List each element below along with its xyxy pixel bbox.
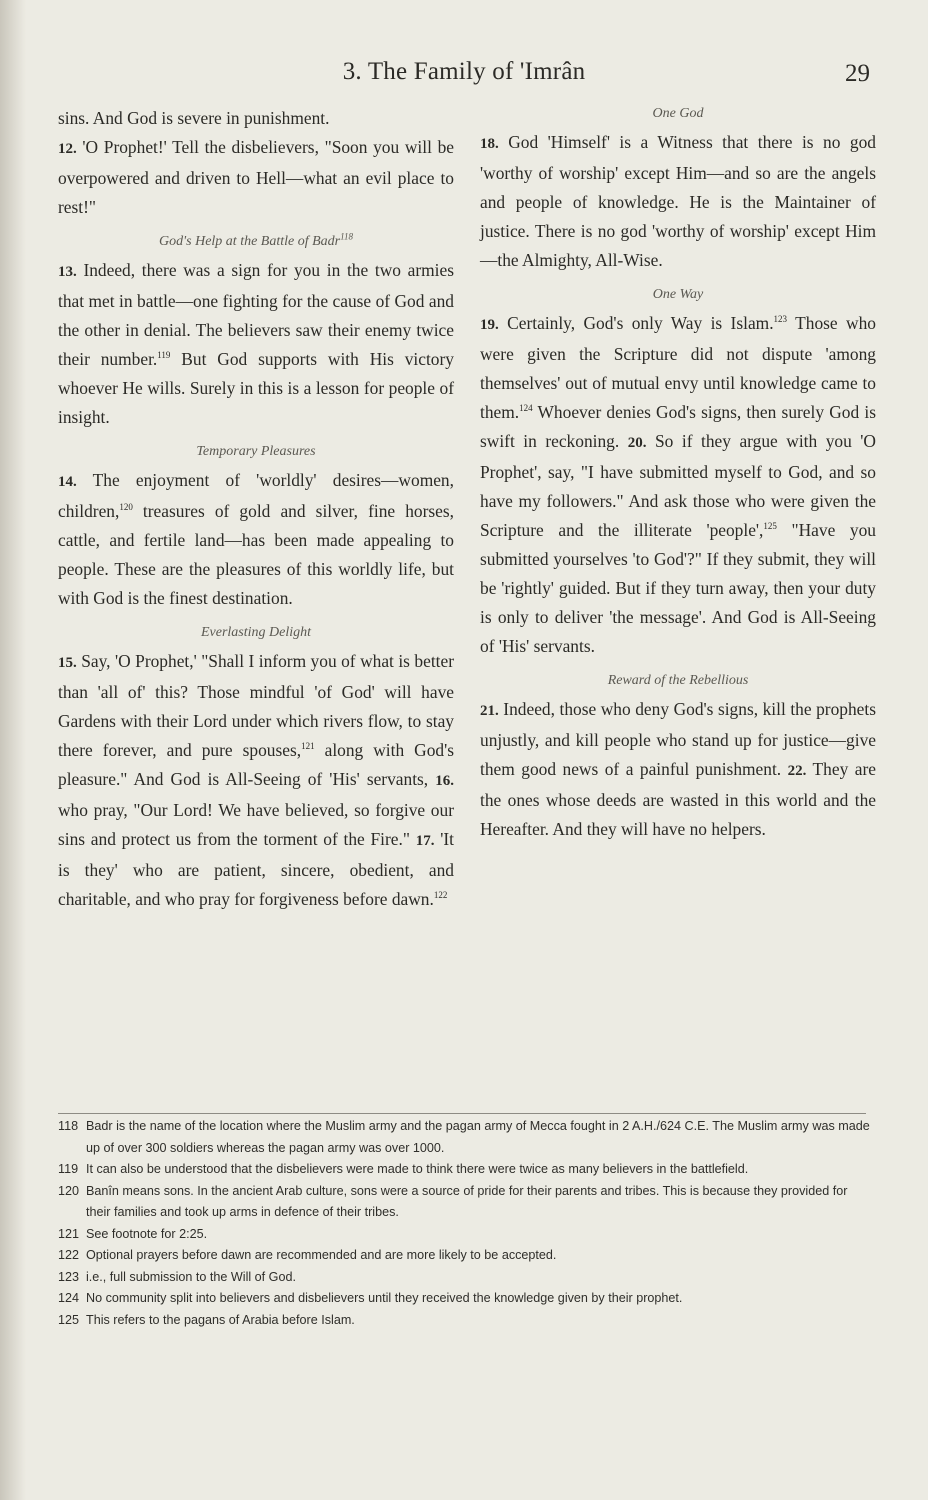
footnote-ref: 119 <box>157 350 171 361</box>
footnote: 125 This refers to the pagans of Arabia before Islam. <box>58 1312 355 1327</box>
left-column <box>58 104 454 914</box>
footnote: 118 Badr is the name of the location where the Muslim army and the pagan army of Mecca fought in 2 A.H./624 C.E. The Muslim army was made up of over 300 soldiers whereas the pagan army was over 1000. <box>58 1119 870 1155</box>
paragraph-continuation: sins. And God is severe in punishment. 12. 'O Prophet!' Tell the disbelievers, "Soon you will be overpowered and driven to Hell—what an evil place to rest!" <box>58 108 454 217</box>
section-heading: Everlasting Delight <box>200 625 312 640</box>
footnote: 121 See footnote for 2:25. <box>58 1226 208 1241</box>
footnote: 123 i.e., full submission to the Will of God. <box>58 1269 296 1284</box>
right-column <box>480 104 876 844</box>
verse-number: 21. <box>480 703 499 719</box>
verse-paragraph: 14. The enjoyment of 'worldly' desires—women, children,$^{120}$ treasures of gold and silver, fine horses, cattle, and fertile land—has been made appealing to people. These are the pleasures of this worldly life, but with God is the finest destination. <box>58 470 454 608</box>
footnote-divider <box>58 1113 866 1114</box>
verse-paragraph: 13. Indeed, there was a sign for you in the two armies that met in battle—one fighting for the cause of God and the other in denial. The believers saw their enemy twice their number.$^{119}$ But God supports with His victory whoever He wills. Surely in this is a lesson for people of insight. <box>58 260 454 427</box>
footnote-ref: 118 <box>340 231 353 242</box>
verse-number: 12. <box>58 141 77 157</box>
footnote-ref: 125 <box>763 521 777 532</box>
section-heading: One Way <box>652 287 704 302</box>
footnote-ref: 120 <box>119 502 133 513</box>
verse-number: 22. <box>787 763 807 779</box>
footnote: 119 It can also be understood that the disbelievers were made to think there were twice as many believers in the battlefield. <box>58 1162 749 1176</box>
verse-paragraph: 15. Say, 'O Prophet,' "Shall I inform you of what is better than 'all of' this? Those mindful 'of God' will have Gardens with their Lord under which rivers flow, to stay there forever, and pure spouses,$^{121}$ along with God's pleasure." And God is All-Seeing of 'His' servants, 16. who pray, "Our Lord! We have believed, so forgive our sins and protect us from the torment of the Fire." 17. 'It is they' who are patient, sincere, obedient, and charitable, and who pray for forgiveness before dawn.$^{122}$ <box>58 651 455 909</box>
footnote: 120 Banîn means sons. In the ancient Arab culture, sons were a source of pride for their parents and tribes. This is because they provided for their families and took up arms in defence of their tribes. <box>58 1183 848 1219</box>
section-heading: Reward of the Rebellious <box>607 673 749 688</box>
verse-paragraph: 18. God 'Himself' is a Witness that there is no god 'worthy of worship' except Him—and so are the angels and people of knowledge. He is the Maintainer of justice. There is no god 'worthy of worship' except Him—the Almighty, All-Wise. <box>480 132 876 270</box>
section-heading: Temporary Pleasures <box>196 444 316 459</box>
page-number: 29 <box>845 60 870 87</box>
chapter-title: 3. The Family of 'Imrân <box>342 58 586 85</box>
section-heading: One God <box>652 106 704 121</box>
verse-number: 18. <box>480 136 499 152</box>
page-gutter-shadow <box>0 0 26 1500</box>
verse-text: 'O Prophet!' Tell the disbelievers, "Soon you will be overpowered and driven to Hell—what an evil place to rest!" <box>58 137 454 217</box>
verse-number: 17. <box>415 833 435 849</box>
verse-paragraph: 19. Certainly, God's only Way is Islam.$^{123}$ Those who were given the Scripture did not dispute 'among themselves' out of mutual envy until knowledge came to them.$^{124}$ Whoever denies God's signs, then surely God is swift in reckoning. 20. So if they argue with you 'O Prophet', say, "I have submitted myself to God, and so have my followers." And ask those who were given the Scripture and the illiterate 'people',$^{125}$ "Have you submitted yourselves 'to God'?" If they submit, they will be 'rightly' guided. But if they turn away, then your duty is only to deliver 'the message'. And God is All-Seeing of 'His' servants. <box>480 313 876 656</box>
footnote-ref: 121 <box>301 741 315 752</box>
footnote-ref: 124 <box>519 403 533 414</box>
verse-number: 20. <box>627 435 647 451</box>
footnote: 124 No community split into believers and disbelievers until they received the knowledge given by their prophet. <box>58 1291 683 1305</box>
verse-number: 15. <box>58 655 77 671</box>
section-heading: God's Help at the Battle of Badr$^{118}$ <box>159 231 353 249</box>
verse-number: 13. <box>58 264 77 280</box>
verse-number: 19. <box>480 317 499 333</box>
footnotes <box>58 1116 870 1331</box>
verse-paragraph: 21. Indeed, those who deny God's signs, kill the prophets unjustly, and kill people who stand up for justice—give them good news of a painful punishment. 22. They are the ones whose deeds are wasted in this world and the Hereafter. And they will have no helpers. <box>480 699 876 839</box>
footnote-ref: 122 <box>433 890 448 901</box>
verse-number: 14. <box>58 474 77 490</box>
footnote-ref: 123 <box>773 314 788 325</box>
verse-number: 16. <box>435 773 454 789</box>
footnote: 122 Optional prayers before dawn are recommended and are more likely to be accepted. <box>58 1248 557 1262</box>
